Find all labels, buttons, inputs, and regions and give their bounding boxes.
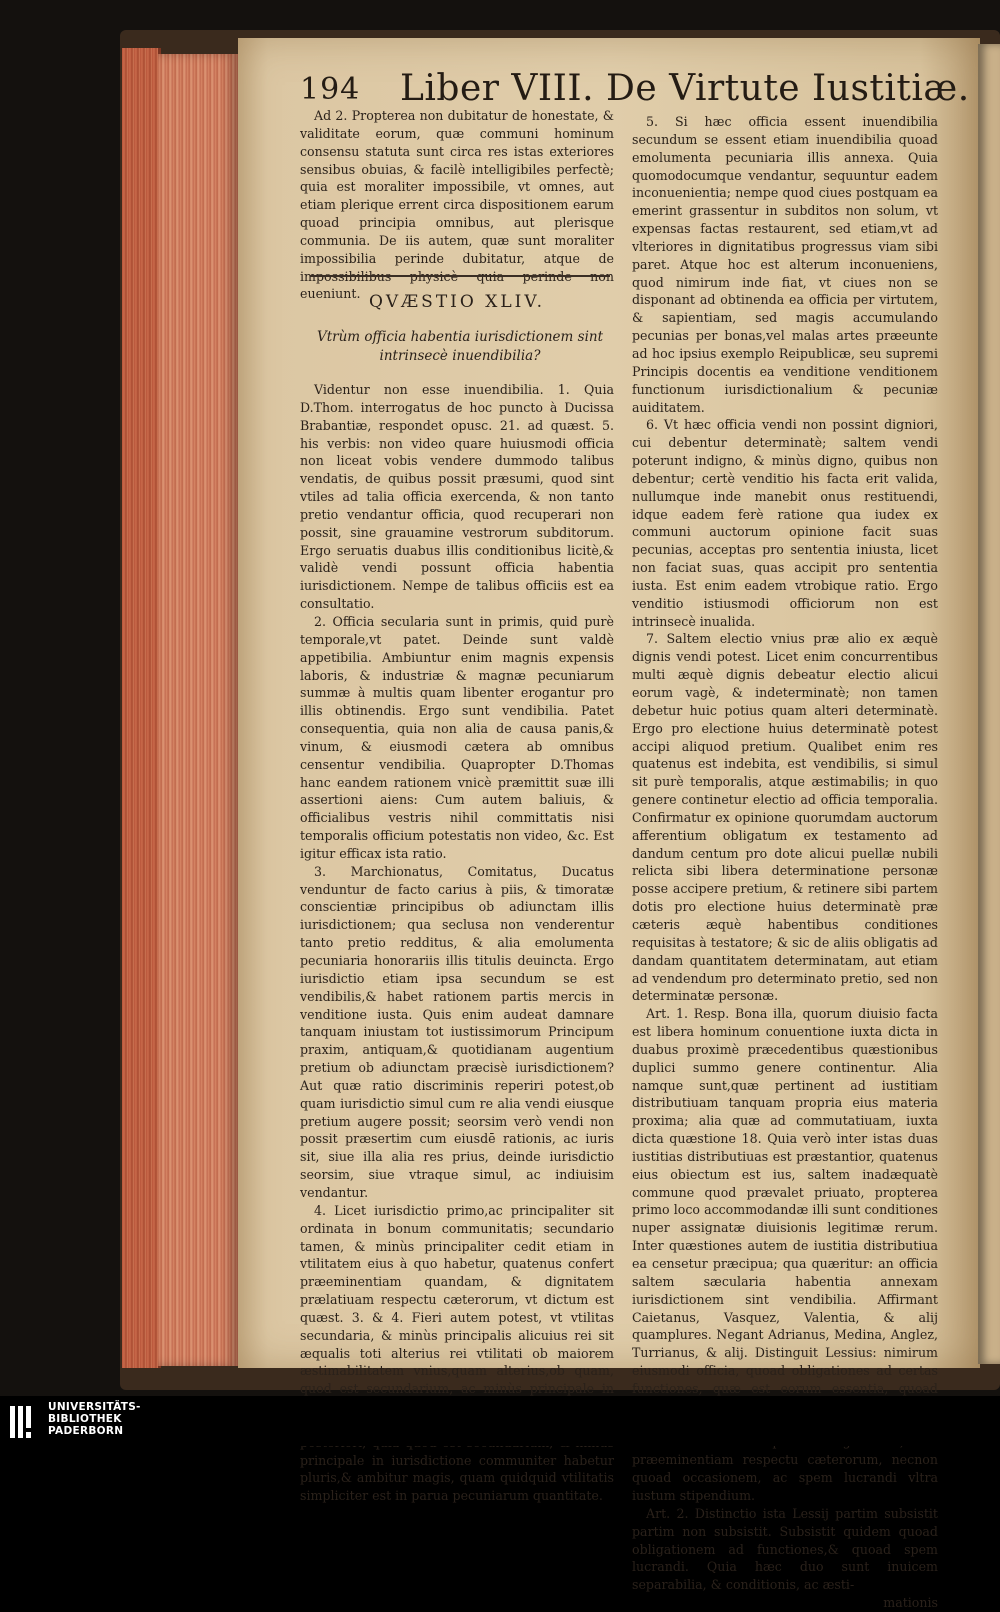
paragraph: 3. Marchionatus, Comitatus, Ducatus venduntur de facto carius à piis, & timoratæ conscientiæ principibus ob adiunctam illis iurisdictionem; qua seclusa non venderentur tanto pretio redditus, & alia emolumenta pecuniaria honorariis illis titulis deuincta. Ergo iurisdictio etiam ipsa secundum se est vendibilis,& habet rationem partis mercis in venditione iusta. Quis enim audeat damnare tanquam iniustam tot iustissimorum Principum praxim, antiquam,& quotidianam augentium pretium ob adiunctam præcisè iurisdictionem? Aut quæ ratio discriminis reperiri potest,ob quam iurisdictio simul cum re alia vendi eiusque pretium augere possit; seorsim verò vendi non possit præsertim cum eiusdē rationis, ac iuris sit, siue illa alia res prius, deinde iurisdictio seorsim, siue vtraque simul, ac indiuisim vendantur.	[300, 863, 614, 1200]
question-heading: QVÆSTIO XLIV.	[368, 292, 546, 312]
library-line-1: UNIVERSITÄTS-	[48, 1401, 141, 1413]
running-header	[300, 68, 970, 112]
library-line-3: PADERBORN	[48, 1425, 124, 1437]
question-subtitle: Vtrùm officia habentia iurisdictionem sint intrinsecè inuendibilia?	[316, 329, 604, 364]
page-number: 194	[300, 72, 361, 107]
paragraph: 5. Si hæc officia essent inuendibilia secundum se essent etiam inuendibilia quoad emolumenta pecuniaria illis annexa. Quia quomodocumque vendantur, sequuntur eadem inconuenientia; nempe quod ciues postquam ea emerint grassentur in subditos non solum, vt expensas factas restaurent, sed etiam,vt ad vlteriores in dignitatibus progressus viam sibi paret. Atque hoc est alterum inconueniens, quod nimirum inde fiat, vt ciues non se disponant ad obtinenda ea officia per virtutem, & sapientiam, sed magis accumulando pecunias per bonas,vel malas artes præeunte ad hoc ipsius exemplo Reipublicæ, seu supremi Principis docentis ea venditione venditionem functionum iurisdictionalium & pecuniæ auiditatem.	[632, 114, 938, 415]
paragraph: Videntur non esse inuendibilia. 1. Quia D.Thom. interrogatus de hoc puncto à Ducissa Brabantiæ, respondet opusc. 21. ad quæst. 5. his verbis: non video quare huiusmodi officia non liceat vobis vendere dummodo talibus vendatis, de quibus possit præsumi, quod sint vtiles ad talia officia exercenda, & non tanto pretio vendantur officia, quod recuperari non possit, sine grauamine vestrorum subditorum. Ergo seruatis duabus illis conditionibus licitè,& validè vendi possunt officia habentia iurisdictionem. Nempe de talibus officiis est ea consultatio.	[300, 382, 614, 612]
catchword: mationis	[883, 1595, 938, 1611]
paragraph: Art. 1. Resp. Bona illa, quorum diuisio facta est libera hominum conuentione iuxta dicta in duabus proximè præcedentibus quæstionibus duplici summo genere continentur. Alia namque sunt,quæ pertinent ad iustitiam distributiuam tanquam propria eius materia proxima; alia quæ ad commutatiuam, iuxta dicta quæstione 18. Quia verò inter istas duas iustitias distributiuas est præstantior, quatenus eius obiectum est ius, saltem inadæquatè commune quod prævalet priuato, propterea primo loco accommodandæ illi sunt conditiones nuper assignatæ diuisionis legitimæ rerum. Inter quæstiones autem de iustitia distributiua ea censetur præcipua; qua quæritur: an officia saltem sæcularia habentia annexam iurisdictionem sint vendibilia. Affirmant Caietanus, Vasquez, Valentia, & alij quamplures. Negant Adrianus, Medina, Anglez, Turrianus, & alij. Distinguit Lessius: nimirum eiusmodi officia, quoad obligationes ad certas functiones, quæ est eorum essentia, quoad præeminentiam respectu cæterorum, necnon quoad occasionem, ac spem lucrandi vltra iustum stipendium.	[632, 1006, 938, 1503]
section-rule	[310, 275, 610, 277]
paragraph: 4. Licet iurisdictio primo,ac principaliter sit ordinata in bonum communitatis; secundario tamen, & minùs principaliter cedit etiam in vtilitatem eius à quo habetur, quatenus confert præeminentiam quandam, & dignitatem prælatiuam respectu cæterorum, vt dictum est quæst. 3. & 4. Fieri autem potest, vt vtilitas secundaria, & minùs principalis alicuius rei sit æqualis toti alterius rei vtilitati ob maiorem æstimabilitatem vnius,quam alterius,ob quam, quod est secundarium, ac minùs principale in principale in iurisdictione communiter habetur pluris,& ambitur magis, quam quidquid vtilitatis simpliciter est in parua pecuniarum quantitate.	[300, 1202, 614, 1504]
right-column	[632, 113, 938, 1612]
left-column-intro	[300, 107, 614, 303]
running-title: Liber VIII. De Virtute Iustitiæ.	[400, 68, 970, 109]
paragraph: 7. Saltem electio vnius præ alio ex æquè dignis vendi potest. Licet enim concurrentibus multi æquè dignis debeatur electio alicui eorum vagè, & indeterminatè; non tamen debetur huic potius quam alteri determinatè. Ergo pro electione huius determinatè potest accipi aliquod pretium. Qualibet enim res quatenus est indebita, est vendibilis, si simul sit purè temporalis, atque æstimabilis; in quo genere continetur electio ad officia temporalia. Confirmatur ex opinione quorumdam auctorum afferentium obligatum ex testamento ad dandum centum pro dote alicui puellæ nubili relicta sibi libera determinatione personæ posse accipere pretium, & retinere sibi partem dotis pro electione huius determinatè præ cæteris æquè habentibus conditiones requisitas à testatore; & sic de aliis obligatis ad dandam quantitatem determinatam, aut etiam ad vendendum pro determinato pretio, sed non determinatæ personæ.	[632, 631, 938, 1004]
paragraph: Art. 2. Distinctio ista Lessij partim subsistit partim non subsistit. Subsistit quidem quoad obligationem ad functiones,& quoad spem lucrandi. Quia hæc duo sunt inuicem separabilia, & conditionis, ac æsti-	[632, 1505, 938, 1593]
library-line-2: BIBLIOTHEK	[48, 1413, 122, 1425]
intro-paragraph: Ad 2. Propterea non dubitatur de honestate, & validitate eorum, quæ communi hominum consensu statuta sunt circa res istas exteriores sensibus obuias, & facilè intelligibiles perfectè; quia est moraliter impossibile, vt omnes, aut etiam plerique errent circa dispositionem earum quoad principia omnibus, aut plerisque communia. De iis autem, quæ sunt moraliter impossibilia perinde dubitatur, atque de impossibilibus physicè quia perinde non eueniunt.	[300, 108, 614, 302]
page-stack	[158, 54, 238, 1366]
paragraph: 2. Officia secularia sunt in primis, quid purè temporale,vt patet. Deinde sunt valdè appetibilia. Ambiuntur enim magnis expensis laboris, & industriæ & magnæ pecuniarum summæ à multis quam libenter erogantur pro illis obtinendis. Ergo sunt vendibilia. Patet consequentia, quia non alia de causa panis,& vinum, & eiusmodi cætera ab omnibus censentur vendibilia. Quapropter D.Thomas hanc eandem rationem vnicè præmittit suæ illi assertioni aiens: Cum autem baliuis, & officialibus vestris nihil committatis nisi temporalis officium potestatis non video, &c. Est igitur efficax ista ratio.	[300, 613, 614, 861]
left-column-body	[300, 381, 614, 1505]
library-footer	[0, 1396, 1000, 1446]
library-logo-icon	[10, 1406, 32, 1438]
paragraph: 6. Vt hæc officia vendi non possint digniori, cui debentur determinatè; saltem vendi poterunt indigno, & minùs digno, quibus non debentur; certè venditio his facta erit valida, nullumque inde manebit onus restituendi, idque eadem ferè ratione qua iudex ex communi auctorum opinione facit suas pecunias, acceptas pro sententia iniusta, licet non faciat suas, quas accipit pro sententia iusta. Est enim eadem vtrobique ratio. Ergo venditio istiusmodi officiorum non est intrinsecè inualida.	[632, 417, 938, 629]
library-name	[48, 1401, 141, 1437]
page-edge-red	[122, 48, 161, 1368]
facing-page	[978, 44, 1000, 1364]
